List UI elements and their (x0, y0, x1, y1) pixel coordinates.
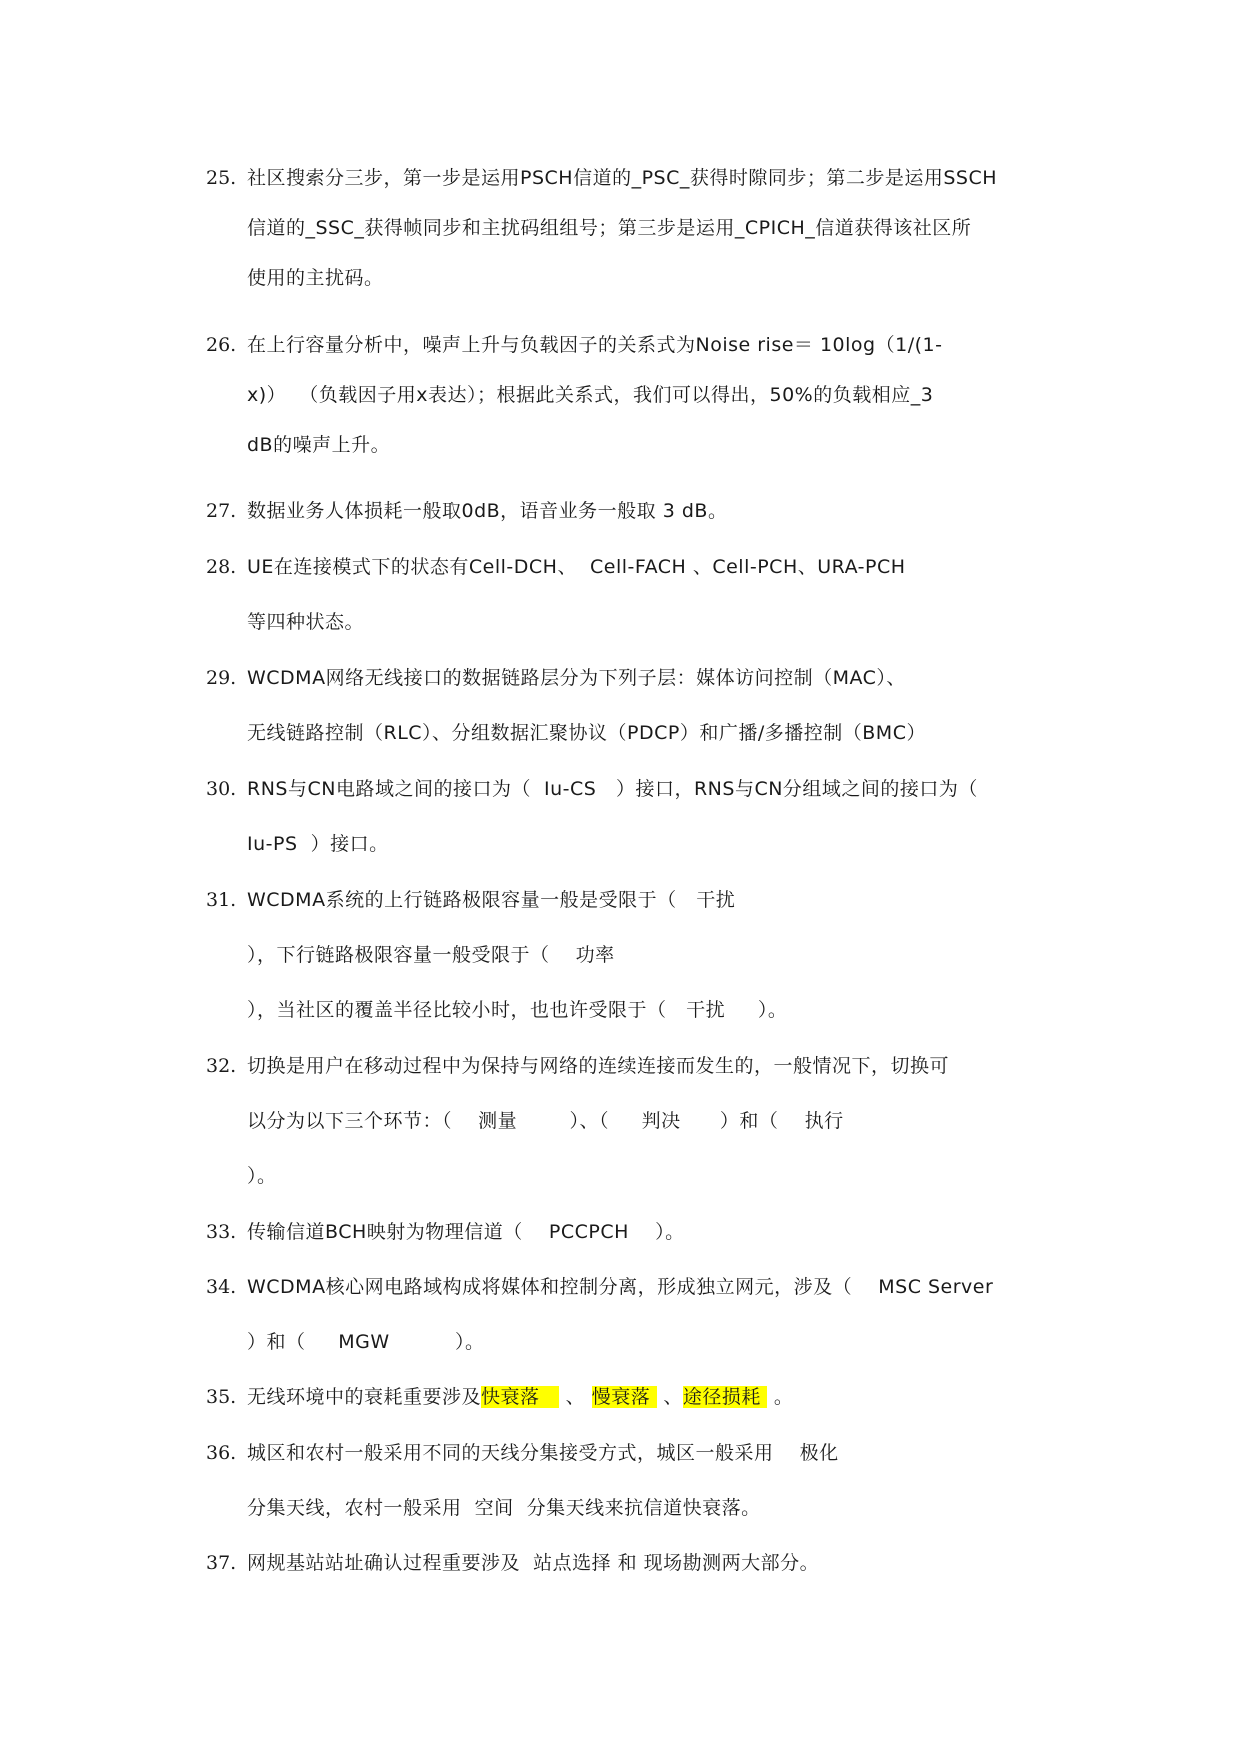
item-line: 等四种状态。 (247, 611, 365, 633)
item-line: 数据业务人体损耗一般取0dB，语音业务一般取 3 dB。 (247, 500, 728, 522)
item-line: ），下行链路极限容量一般受限于（ 功率 (247, 944, 615, 966)
item-number: 37. (206, 1552, 237, 1574)
item-number: 29. (206, 667, 237, 689)
text-segment: 。 (767, 1386, 794, 1408)
item-line: Iu-PS ）接口。 (247, 833, 389, 855)
text-segment: 、 (559, 1386, 592, 1408)
item-line: WCDMA网络无线接口的数据链路层分为下列子层：媒体访问控制（MAC）、 (247, 667, 906, 689)
item-line: dB的噪声上升。 (247, 434, 391, 456)
highlighted-text: 途径损耗 (682, 1386, 768, 1408)
item-number: 31. (206, 889, 237, 911)
item-line: 传输信道BCH映射为物理信道（ PCCPCH ）。 (247, 1221, 685, 1243)
item-number: 28. (206, 556, 237, 578)
item-line: ），当社区的覆盖半径比较小时，也也许受限于（ 干扰 ）。 (247, 999, 788, 1021)
item-number: 36. (206, 1442, 237, 1464)
item-number: 34. (206, 1276, 237, 1298)
item-line: 在上行容量分析中，噪声上升与负载因子的关系式为Noise rise＝ 10log（1/(1- (247, 334, 943, 356)
item-line: x)） （负载因子用x表达）；根据此关系式，我们可以得出，50%的负载相应_3 (247, 384, 934, 406)
item-number: 30. (206, 778, 237, 800)
item-line: UE在连接模式下的状态有Cell-DCH、 Cell-FACH 、Cell-PCH、URA-PCH (247, 556, 906, 578)
highlighted-text: 快衰落 (481, 1386, 560, 1408)
item-line: WCDMA核心网电路域构成将媒体和控制分离，形成独立网元，涉及（ MSC Server (247, 1276, 994, 1298)
item-line: ）和（ MGW ）。 (247, 1331, 485, 1353)
item-number: 25. (206, 167, 237, 189)
item-line (247, 1380, 793, 1414)
item-line: 信道的_SSC_获得帧同步和主扰码组组号；第三步是运用_CPICH_信道获得该社区所 (247, 217, 972, 239)
item-number: 35. (206, 1386, 237, 1408)
item-line: 使用的主扰码。 (247, 267, 384, 289)
text-segment: 、 (656, 1386, 683, 1408)
item-line: 城区和农村一般采用不同的天线分集接受方式，城区一般采用 极化 (247, 1442, 839, 1464)
item-line: 无线链路控制（RLC）、分组数据汇聚协议（PDCP）和广播/多播控制（BMC） (247, 722, 926, 744)
item-line: 以分为以下三个环节：（ 测量 ）、（ 判决 ）和（ 执行 (247, 1110, 844, 1132)
item-line: 社区搜索分三步，第一步是运用PSCH信道的_PSC_获得时隙同步；第二步是运用SSCH (247, 167, 998, 189)
item-line: 网规基站站址确认过程重要涉及 站点选择 和 现场勘测两大部分。 (247, 1552, 820, 1574)
item-line: ）。 (247, 1165, 277, 1187)
text-segment: 无线环境中的衰耗重要涉及 (247, 1386, 482, 1408)
item-line: WCDMA系统的上行链路极限容量一般是受限于（ 干扰 (247, 889, 736, 911)
item-number: 33. (206, 1221, 237, 1243)
item-number: 27. (206, 500, 237, 522)
item-line: RNS与CN电路域之间的接口为（ Iu-CS ）接口，RNS与CN分组域之间的接口为（ (247, 778, 978, 800)
item-line: 切换是用户在移动过程中为保持与网络的连续连接而发生的，一般情况下，切换可 (247, 1055, 950, 1077)
item-line: 分集天线，农村一般采用 空间 分集天线来抗信道快衰落。 (247, 1497, 761, 1519)
item-number: 32. (206, 1055, 237, 1077)
highlighted-text: 慢衰落 (591, 1386, 657, 1408)
item-number: 26. (206, 334, 237, 356)
